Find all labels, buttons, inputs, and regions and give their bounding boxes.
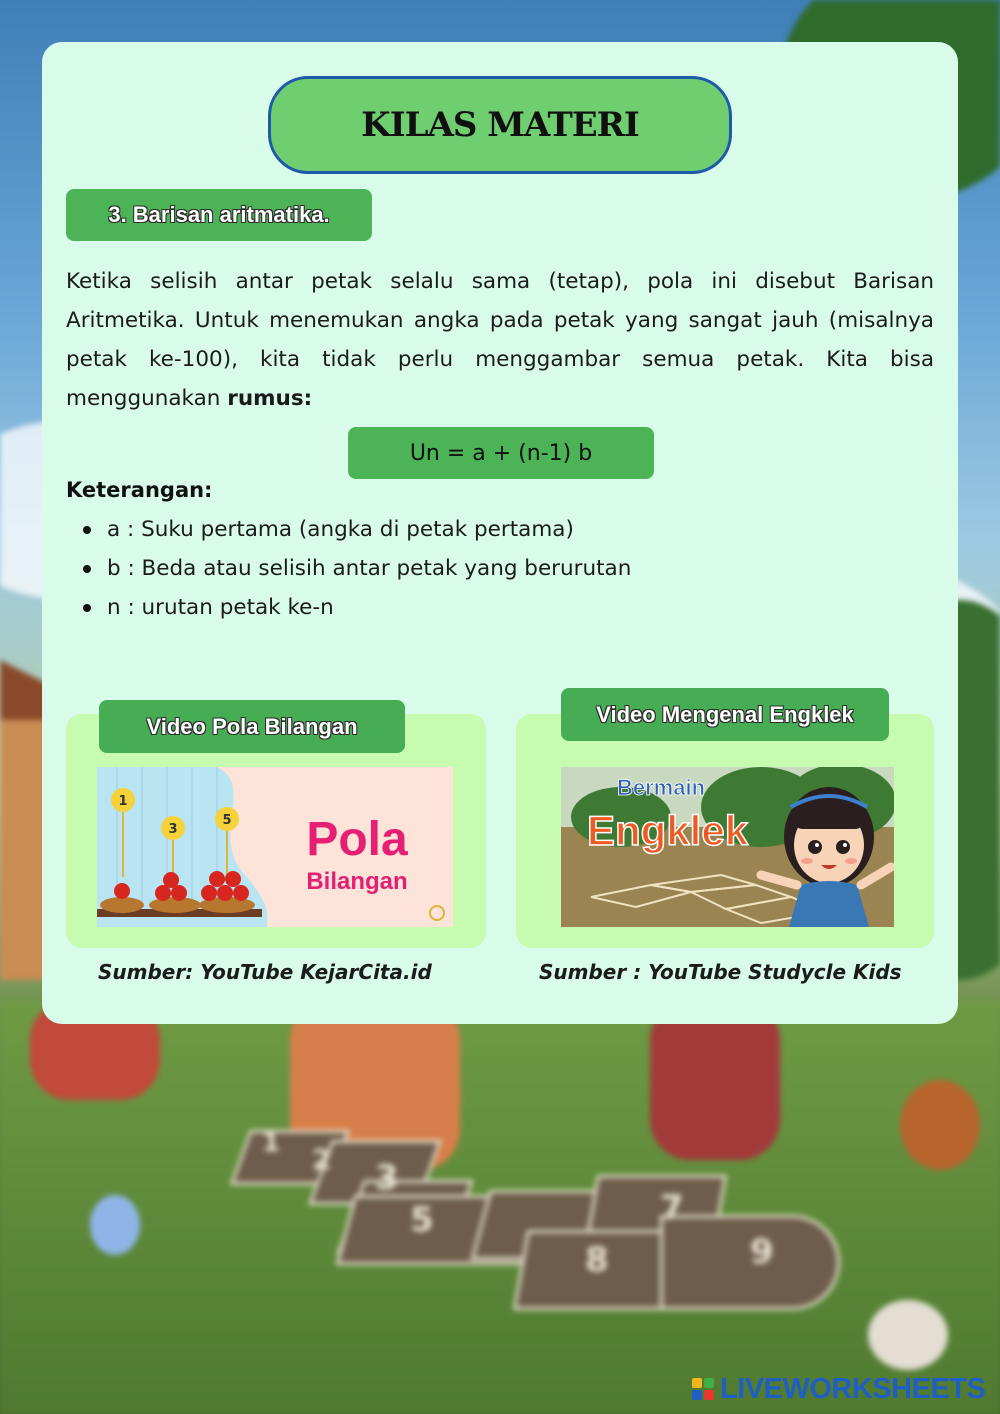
number-ball: 1 (118, 794, 128, 809)
paragraph-bold-text: rumus: (227, 386, 313, 411)
hop-number: 7 (660, 1188, 684, 1228)
video-thumbnail-pola-bilangan[interactable] (97, 767, 453, 927)
hop-number: 9 (750, 1232, 774, 1272)
hop-number: 8 (585, 1240, 609, 1280)
pola-bilangan-illustration (97, 767, 453, 927)
section-heading-pill (66, 189, 372, 241)
section-heading: 3. Barisan aritmatika. (108, 202, 330, 227)
video-label-text: Video Mengenal Engklek (596, 701, 854, 727)
explanation-paragraph (66, 262, 934, 418)
hop-number: 1 (262, 1128, 281, 1158)
hop-number: 2 (312, 1143, 332, 1176)
video-thumbnail-engklek[interactable] (561, 767, 894, 927)
video-label-pola-bilangan (99, 700, 405, 753)
thumb-title-big: Engklek (587, 807, 749, 854)
paragraph-text: Ketika selisih antar petak selalu sama (tetap), pola ini disebut Barisan Aritmetika. Untuk menemukan angka pada petak yang sangat jauh (misalnya petak ke-100), kita tidak perlu menggambar semua petak. Kita bisa menggunakan (66, 269, 934, 411)
list-item: b : Beda atau selisih antar petak yang berurutan (66, 549, 926, 588)
video-label-engklek (561, 688, 889, 741)
video-source-kejarcita: Sumber: YouTube KejarCita.id (98, 960, 432, 984)
page-title: KILAS MATERI (361, 105, 639, 145)
content-card (42, 42, 958, 1024)
engklek-illustration (561, 767, 894, 927)
thumb-subtitle: Bilangan (306, 868, 408, 895)
number-ball: 5 (222, 813, 232, 828)
hop-number: 3 (375, 1158, 399, 1198)
keterangan-label: Keterangan: (66, 478, 213, 502)
hop-number: 5 (410, 1200, 434, 1240)
keterangan-list (66, 510, 926, 627)
logo-grid-icon (692, 1378, 714, 1400)
formula-text: Un = a + (n-1) b (409, 440, 593, 466)
number-ball: 3 (168, 822, 178, 837)
formula-box (348, 427, 654, 479)
list-item: a : Suku pertama (angka di petak pertama) (66, 510, 926, 549)
page-title-pill (268, 76, 732, 174)
video-source-studycle: Sumber : YouTube Studycle Kids (539, 960, 902, 984)
liveworksheets-logo[interactable] (692, 1372, 985, 1406)
video-label-text: Video Pola Bilangan (146, 713, 358, 739)
thumb-title: Pola (306, 813, 408, 866)
list-item: n : urutan petak ke-n (66, 588, 926, 627)
logo-text: LIVEWORKSHEETS (720, 1372, 986, 1405)
thumb-title-small: Bermain (617, 775, 706, 800)
